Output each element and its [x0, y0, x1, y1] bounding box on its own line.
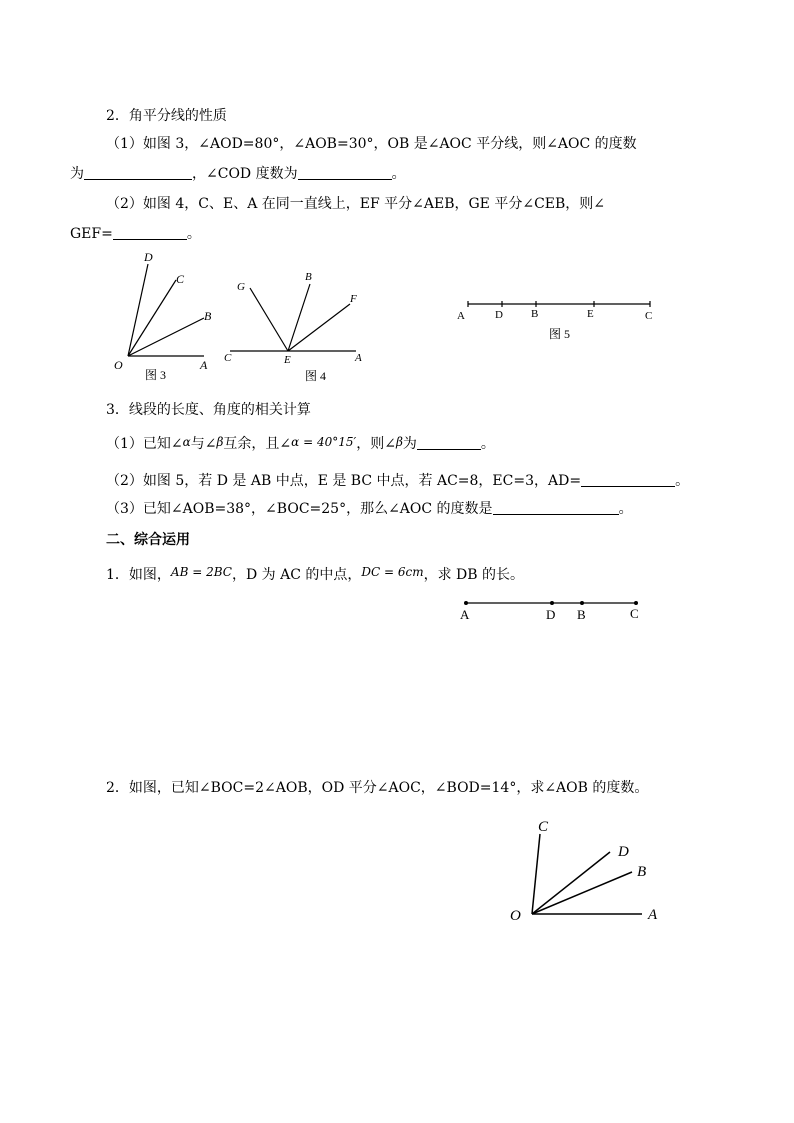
text: 。 — [480, 436, 495, 452]
label-c: C — [645, 310, 653, 322]
formula: AB = 2BC — [170, 565, 232, 579]
text: （1）已知∠ — [106, 436, 183, 452]
text: 互余，且∠ — [223, 436, 292, 452]
problem-1-figure — [456, 596, 656, 626]
text: 为 — [70, 166, 84, 182]
ray-ef — [288, 304, 350, 351]
figure-4 — [222, 250, 372, 385]
label-d: D — [546, 607, 556, 622]
text: （2）如图 5，若 D 是 AB 中点，E 是 BC 中点，若 AC=8，EC=3，AD= — [106, 473, 582, 489]
answer-blank[interactable] — [417, 435, 481, 450]
text: 。 — [391, 166, 406, 182]
label-b: B — [531, 308, 539, 320]
point-d — [550, 601, 554, 605]
problem-1 — [106, 562, 524, 585]
label-a: A — [200, 358, 208, 372]
ray-oc — [532, 834, 540, 914]
section-heading-calculation: 3．线段的长度、角度的相关计算 — [106, 402, 311, 418]
answer-blank[interactable] — [581, 472, 675, 487]
beta-symbol: β — [216, 435, 224, 449]
text: （3）已知∠AOB=38°，∠BOC=25°，那么∠AOC 的度数是 — [106, 501, 493, 517]
question-2-1-line2 — [70, 164, 406, 184]
text: 。 — [186, 226, 201, 242]
label-b: B — [577, 607, 586, 622]
label-c: C — [176, 272, 185, 286]
figure-caption: 图 5 — [549, 327, 571, 341]
label-e: E — [587, 308, 594, 320]
answer-blank[interactable] — [493, 500, 619, 515]
question-2-2-line2 — [70, 224, 201, 244]
answer-blank[interactable] — [298, 165, 392, 180]
text: 为 — [402, 436, 417, 452]
label-o: O — [510, 908, 521, 924]
label-b: B — [204, 309, 212, 323]
alpha-symbol: α — [182, 435, 191, 449]
ray-od — [128, 264, 148, 356]
label-a: A — [460, 607, 470, 622]
label-d: D — [144, 250, 153, 264]
label-o: O — [114, 358, 123, 372]
question-2-2-line1: （2）如图 4，C、E、A 在同一直线上，EF 平分∠AEB，GE 平分∠CEB，则∠ — [106, 196, 606, 212]
text: GEF= — [70, 226, 113, 242]
text: 与∠ — [190, 436, 217, 452]
formula: α = 40°15′ — [291, 435, 357, 449]
label-b: B — [637, 864, 647, 880]
label-c: C — [224, 352, 232, 364]
text: 。 — [675, 473, 690, 489]
label-d: D — [495, 309, 503, 321]
label-a: A — [648, 907, 658, 923]
point-a — [464, 601, 468, 605]
text: ，D 为 AC 的中点， — [231, 567, 362, 583]
label-g: G — [237, 281, 245, 293]
answer-blank[interactable] — [84, 165, 192, 180]
text: ，则∠ — [356, 436, 396, 452]
label-b: B — [305, 271, 312, 283]
point-c — [634, 601, 638, 605]
problem-2-figure — [506, 816, 676, 926]
ray-eb — [288, 284, 310, 351]
point-b — [580, 601, 584, 605]
label-c: C — [630, 606, 639, 621]
question-2-1-line1: （1）如图 3，∠AOD=80°，∠AOB=30°，OB 是∠AOC 平分线，则∠AOC 的度数 — [106, 136, 637, 152]
question-3-2 — [106, 471, 689, 491]
section-heading-angle-bisector: 2．角平分线的性质 — [106, 108, 227, 124]
text: ，∠COD 度数为 — [192, 166, 298, 182]
problem-2: 2．如图，已知∠BOC=2∠AOB，OD 平分∠AOC，∠BOD=14°，求∠AOB 的度数。 — [106, 780, 649, 796]
text: 。 — [618, 501, 633, 517]
answer-blank[interactable] — [113, 225, 187, 240]
figure-caption: 图 3 — [145, 368, 167, 382]
question-3-1 — [106, 432, 495, 454]
section-heading-comprehensive: 二、综合运用 — [106, 532, 190, 548]
label-e: E — [284, 354, 291, 366]
figure-3 — [110, 250, 210, 380]
text: 1．如图， — [106, 567, 171, 583]
ray-eg — [250, 288, 288, 351]
label-c: C — [538, 819, 549, 835]
label-a: A — [457, 310, 465, 322]
question-3-3 — [106, 499, 633, 519]
formula: DC = 6cm — [361, 565, 424, 579]
beta-symbol: β — [395, 435, 403, 449]
label-f: F — [350, 293, 357, 305]
figure-5 — [454, 296, 664, 346]
ray-ob — [532, 872, 632, 914]
ray-od — [532, 852, 610, 914]
text: ，求 DB 的长。 — [423, 567, 525, 583]
label-d: D — [618, 844, 629, 860]
figure-caption: 图 4 — [305, 369, 327, 383]
label-a: A — [355, 352, 362, 364]
